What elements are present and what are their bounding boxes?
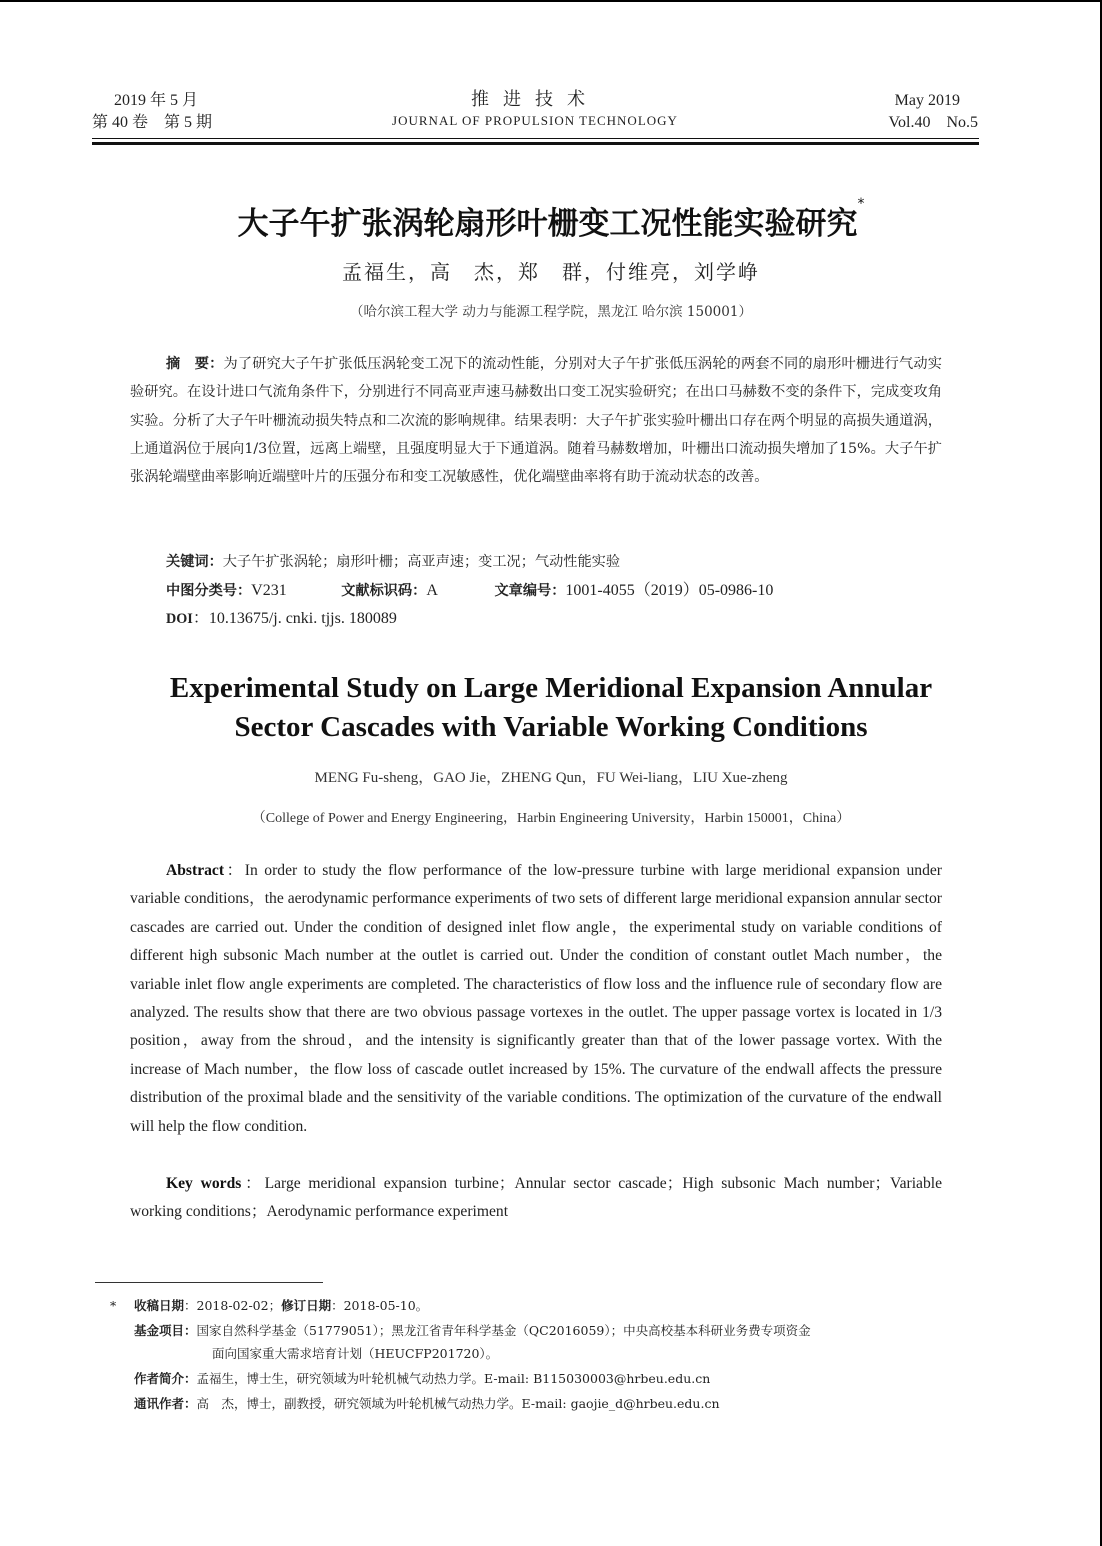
title-en-line2: Sector Cascades with Variable Working Conditions bbox=[234, 711, 868, 743]
keywords-cn-text: 大子午扩张涡轮；扇形叶栅；高亚声速；变工况；气动性能实验 bbox=[222, 554, 621, 570]
received-value: ：2018-02-02； bbox=[184, 1298, 282, 1313]
abstract-cn-label: 摘 要： bbox=[166, 356, 224, 372]
title-footnote-mark: * bbox=[857, 196, 865, 212]
doi-row bbox=[166, 605, 942, 633]
abstract-cn bbox=[130, 350, 942, 491]
page-title-en bbox=[0, 669, 1102, 747]
author-bio-label: 作者简介： bbox=[134, 1371, 197, 1386]
article-number-value: 1001-4055（2019）05-0986-10 bbox=[565, 582, 774, 599]
abstract-en bbox=[130, 857, 942, 1141]
doc-code-value: A bbox=[426, 582, 438, 599]
doc-code-label: 文献标识码： bbox=[341, 583, 427, 599]
abstract-en-label: Abstract bbox=[166, 862, 225, 879]
page-title-cn bbox=[0, 198, 1102, 243]
fund-label: 基金项目： bbox=[134, 1323, 197, 1338]
fund-line1: 国家自然科学基金（51779051）；黑龙江省青年科学基金（QC2016059）；中央高校基本科研业务费专项资金 bbox=[196, 1323, 811, 1338]
footnote-separator bbox=[95, 1282, 323, 1283]
title-cn-text: 大子午扩张涡轮扇形叶栅变工况性能实验研究 bbox=[237, 206, 858, 242]
title-en-line1: Experimental Study on Large Meridional Expansion Annular bbox=[169, 672, 933, 704]
authors-en: MENG Fu-sheng，GAO Jie，ZHENG Qun，FU Wei-liang，LIU Xue-zheng bbox=[314, 770, 788, 786]
header-date-cn: 2019 年 5 月 bbox=[114, 92, 199, 109]
corresponding-author-value: 高 杰，博士，副教授，研究领域为叶轮机械气动热力学。E-mail: gaojie_d@hrbeu.edu.cn bbox=[196, 1396, 720, 1411]
keywords-en-label: Key words bbox=[166, 1175, 242, 1192]
clc-label: 中图分类号： bbox=[166, 583, 252, 599]
header-left bbox=[92, 90, 292, 134]
abstract-cn-text: 为了研究大子午扩张低压涡轮变工况下的流动性能，分别对大子午扩张低压涡轮的两套不同的扇形叶栅进行气动实验研究。在设计进口气流角条件下，分别进行不同高亚声速马赫数出口变工况实验研究；在出口马赫数不变的条件下，完成变攻角实验。分析了大子午叶栅流动损失特点和二次流的影响规律。结果表明：大子午扩张实验叶栅出口存在两个明显的高损失通道涡，上通道涡位于展向1/3位置，远离上端壁，且强度明显大于下通道涡。随着马赫数增加，叶栅出口流动损失增加了15%。大子午扩张涡轮端壁曲率影响近端壁叶片的压强分布和变工况敏感性，优化端壁曲率将有助于流动状态的改善。 bbox=[130, 356, 942, 486]
keywords-cn bbox=[166, 548, 942, 576]
journal-name-cn: 推进技术 bbox=[471, 89, 599, 109]
authors-cn: 孟福生，高 杰，郑 群，付维亮，刘学峥 bbox=[342, 260, 760, 284]
journal-name-en: JOURNAL OF PROPULSION TECHNOLOGY bbox=[392, 113, 678, 128]
footnote-dates bbox=[110, 1294, 950, 1317]
clc-value: V231 bbox=[251, 582, 287, 599]
header-volume-cn: 第 40 卷 第 5 期 bbox=[92, 114, 213, 131]
corresponding-author-label: 通讯作者： bbox=[134, 1396, 197, 1411]
doi-value: ：10.13675/j. cnki. tjjs. 180089 bbox=[192, 610, 397, 627]
footnote-star: * bbox=[110, 1298, 117, 1313]
footnote-fund bbox=[134, 1319, 954, 1365]
fund-line2: 面向国家重大需求培育计划（HEUCFP201720）。 bbox=[212, 1346, 499, 1361]
revised-value: ：2018-05-10。 bbox=[331, 1298, 429, 1313]
classification-row bbox=[166, 577, 942, 605]
affiliation-en: （College of Power and Energy Engineering，Harbin Engineering University，Harbin 150001，China） bbox=[251, 811, 851, 826]
keywords-en bbox=[130, 1170, 942, 1227]
author-bio-value: 孟福生，博士生，研究领域为叶轮机械气动热力学。E-mail: B115030003@hrbeu.edu.cn bbox=[196, 1371, 711, 1386]
received-label: 收稿日期 bbox=[134, 1298, 185, 1313]
page-top-border bbox=[0, 0, 1102, 2]
header-volume-en: Vol.40 No.5 bbox=[888, 114, 978, 131]
revised-label: 修订日期 bbox=[281, 1298, 332, 1313]
header-center bbox=[330, 88, 740, 132]
keywords-en-text: ：Large meridional expansion turbine；Annular sector cascade；High subsonic Mach number；Variable working conditions；Aerodynamic performance experiment bbox=[130, 1175, 942, 1221]
keywords-cn-label: 关键词： bbox=[166, 554, 223, 570]
header-rule-thick bbox=[92, 142, 979, 145]
doi-label: DOI bbox=[166, 611, 193, 627]
footnote-author bbox=[134, 1367, 954, 1390]
article-number-label: 文章编号： bbox=[494, 583, 566, 599]
header-right bbox=[860, 90, 978, 134]
header-date-en: May 2019 bbox=[894, 92, 960, 109]
affiliation-cn: （哈尔滨工程大学 动力与能源工程学院，黑龙江 哈尔滨 150001） bbox=[350, 304, 752, 320]
footnote-corresponding bbox=[134, 1392, 954, 1415]
abstract-en-text: ：In order to study the flow performance of the low-pressure turbine with large meridional expansion under variable conditions，the aerodynamic performance experiments of two sets of different large meridional expansion annular sector cascades are carried out. Under the condition of designed inlet flow angle，the experimental study on variable conditions of different high subsonic Mach number at the outlet is carried out. Under the condition of constant outlet Mach number，the variable inlet flow angle experiments are completed. The characteristics of flow loss and the influence rule of secondary flow are analyzed. The results show that there are two obvious passage vortexes in the outlet. The upper passage vortex is located in 1/3 position，away from the shroud，and the intensity is significantly greater than that of the lower passage vortex. With the increase of Mach number，the flow loss of cascade outlet increased by 15%. The curvature of the endwall affects the pressure distribution of the proximal blade and the sensitivity of the variable conditions. The optimization of the curvature of the endwall will help the flow condition. bbox=[130, 862, 942, 1135]
header-rule-thin bbox=[92, 138, 979, 139]
